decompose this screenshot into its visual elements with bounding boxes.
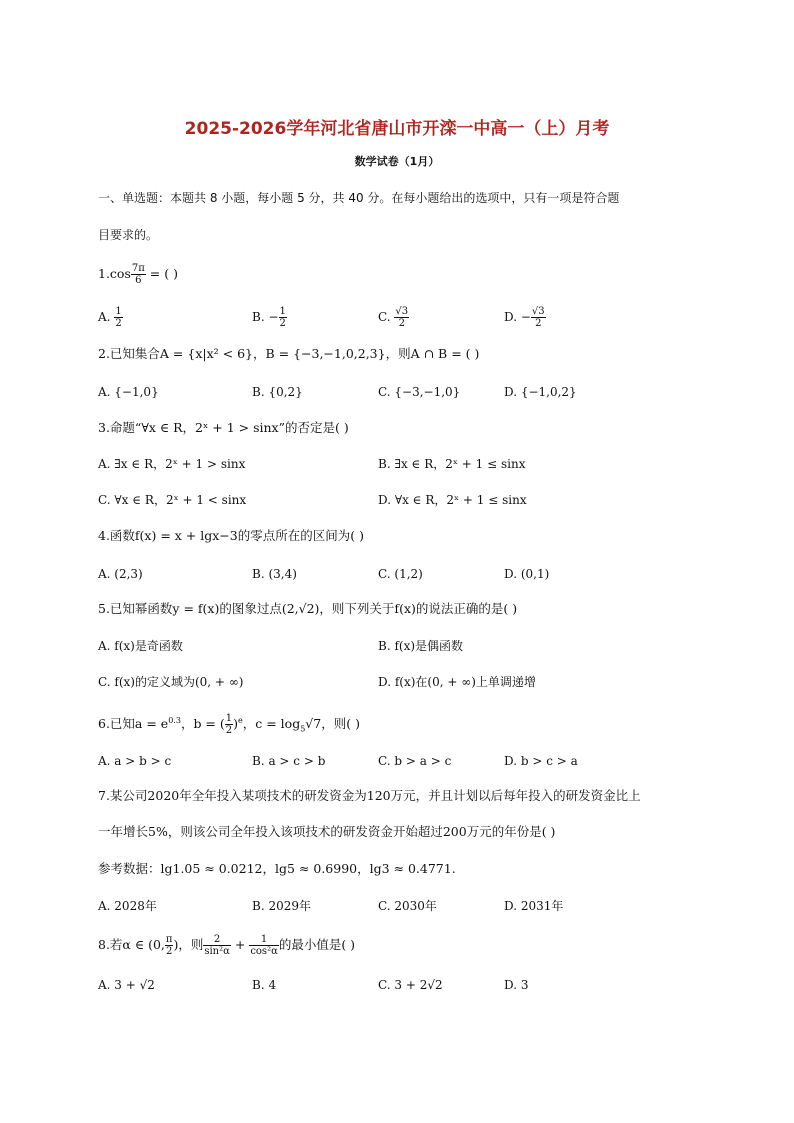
question-1-prefix: 1.cos xyxy=(98,266,131,281)
frac-num: 2 xyxy=(203,934,231,946)
question-7-line1: 7.某公司2020年全年投入某项技术的研发资金为120万元，并且计划以后每年投入的研发资金比上 xyxy=(98,788,641,803)
q6-option-c: C. b > a > c xyxy=(378,754,452,768)
option-label: B. xyxy=(252,310,265,324)
q3-option-c: C. ∀x ∈ R，2ˣ + 1 < sinx xyxy=(98,493,247,507)
q3-option-b: B. ∃x ∈ R，2ˣ + 1 ≤ sinx xyxy=(378,457,526,471)
q4-option-a: A. (2,3) xyxy=(98,567,143,581)
question-4: 4.函数f(x) = x + lgx−3的零点所在的区间为( ) xyxy=(98,528,364,543)
q8-option-a: A. 3 + √2 xyxy=(98,978,155,992)
q8-option-d: D. 3 xyxy=(504,978,529,992)
q7-option-d: D. 2031年 xyxy=(504,899,564,913)
frac-num: 1 xyxy=(249,934,279,946)
question-1-fraction xyxy=(131,263,146,286)
q4-option-c: C. (1,2) xyxy=(378,567,423,581)
q5-option-d: D. f(x)在(0, + ∞)上单调递增 xyxy=(378,675,536,689)
q8-part-c: 的最小值是( ) xyxy=(278,937,356,952)
question-7-reference: 参考数据：lg1.05 ≈ 0.0212，lg5 ≈ 0.6990，lg3 ≈ 0.4771. xyxy=(98,861,456,876)
exam-subtitle: 数学试卷（1月） xyxy=(354,155,440,168)
frac-den: 2 xyxy=(535,318,542,329)
frac-den: 2 xyxy=(115,318,122,329)
q2-option-c: C. {−3,−1,0} xyxy=(378,385,461,399)
q5-option-b: B. f(x)是偶函数 xyxy=(378,639,464,653)
q6-part-a: 6.已知a = e xyxy=(98,716,169,732)
q8-fraction-1 xyxy=(203,934,231,957)
frac-den: 2 xyxy=(225,725,233,737)
question-1 xyxy=(98,263,178,286)
q6-fraction xyxy=(225,713,233,736)
question-1-frac-den: 6 xyxy=(135,275,142,286)
option-fraction xyxy=(531,306,546,329)
question-7-line2: 一年增长5%，则该公司全年投入该项技术的研发资金开始超过200万元的年份是( ) xyxy=(98,824,556,839)
frac-den: sin²α xyxy=(204,946,230,957)
option-fraction xyxy=(394,306,409,329)
q2-option-d: D. {−1,0,2} xyxy=(504,385,577,399)
frac-num: √3 xyxy=(531,306,545,317)
frac-den: 2 xyxy=(165,946,173,957)
q6-part-b: ，b = ( xyxy=(180,716,225,732)
q6-option-d: D. b > c > a xyxy=(504,754,578,768)
q6-exponent-b: e xyxy=(238,716,243,725)
frac-num: 1 xyxy=(279,306,286,317)
section-instruction-line2: 目要求的。 xyxy=(98,228,159,242)
section-instruction-line1: 一、单选题：本题共 8 小题，每小题 5 分，共 40 分。在每小题给出的选项中，只有一项是符合题 xyxy=(98,191,620,205)
q6-part-d: ，c = log xyxy=(242,716,301,732)
question-5: 5.已知幂函数y = f(x)的图象过点(2,√2)，则下列关于f(x)的说法正确的是( ) xyxy=(98,601,518,616)
q6-exponent-a: 0.3 xyxy=(168,716,181,725)
frac-num: 1 xyxy=(225,713,233,725)
q6-option-a: A. a > b > c xyxy=(98,754,172,768)
q1-option-b xyxy=(252,306,287,329)
q4-option-d: D. (0,1) xyxy=(504,567,550,581)
question-8 xyxy=(98,934,355,957)
option-label: D. xyxy=(504,310,518,324)
question-1-frac-num: 7π xyxy=(131,263,145,274)
q6-part-e: √7，则( ) xyxy=(305,716,360,732)
q8-option-b: B. 4 xyxy=(252,978,277,992)
q8-fraction-2 xyxy=(249,934,279,957)
q6-part-c: ) xyxy=(233,716,239,732)
q2-option-b: B. {0,2} xyxy=(252,385,303,399)
frac-den: 2 xyxy=(398,318,405,329)
question-1-suffix: = ( ) xyxy=(145,266,178,281)
q2-option-a: A. {−1,0} xyxy=(98,385,159,399)
q8-part-b: )，则 xyxy=(173,937,204,952)
q1-option-c xyxy=(378,306,409,329)
q8-plus: + xyxy=(230,937,250,952)
option-sign: − xyxy=(268,310,279,324)
question-3: 3.命题“∀x ∈ R，2ˣ + 1 > sinx”的否定是( ) xyxy=(98,420,349,435)
question-6 xyxy=(98,713,360,738)
exam-title: 2025-2026学年河北省唐山市开滦一中高一（上）月考 xyxy=(184,119,610,139)
q5-option-a: A. f(x)是奇函数 xyxy=(98,639,183,653)
option-label: C. xyxy=(378,310,391,324)
option-label: A. xyxy=(98,310,111,324)
q7-option-c: C. 2030年 xyxy=(378,899,437,913)
frac-num: √3 xyxy=(395,306,409,317)
frac-den: 2 xyxy=(279,318,286,329)
frac-den: cos²α xyxy=(250,946,278,957)
option-sign: − xyxy=(520,310,531,324)
q3-option-a: A. ∃x ∈ R，2ˣ + 1 > sinx xyxy=(98,457,246,471)
q5-option-c: C. f(x)的定义域为(0, + ∞) xyxy=(98,675,244,689)
q4-option-b: B. (3,4) xyxy=(252,567,297,581)
q8-option-c: C. 3 + 2√2 xyxy=(378,978,443,992)
q6-log-base: 5 xyxy=(300,724,306,734)
option-fraction xyxy=(279,306,287,329)
q7-option-a: A. 2028年 xyxy=(98,899,157,913)
q1-option-d xyxy=(504,306,546,329)
question-2: 2.已知集合A = {x|x² < 6}，B = {−3,−1,0,2,3}，则A ∩ B = ( ) xyxy=(98,346,480,361)
q7-option-b: B. 2029年 xyxy=(252,899,311,913)
q6-option-b: B. a > c > b xyxy=(252,754,326,768)
frac-num: π xyxy=(165,934,173,945)
q1-option-a xyxy=(98,306,123,329)
q8-part-a: 8.若α ∈ (0, xyxy=(98,937,165,952)
frac-num: 1 xyxy=(115,306,122,317)
q3-option-d: D. ∀x ∈ R，2ˣ + 1 ≤ sinx xyxy=(378,493,527,507)
option-fraction xyxy=(114,306,122,329)
